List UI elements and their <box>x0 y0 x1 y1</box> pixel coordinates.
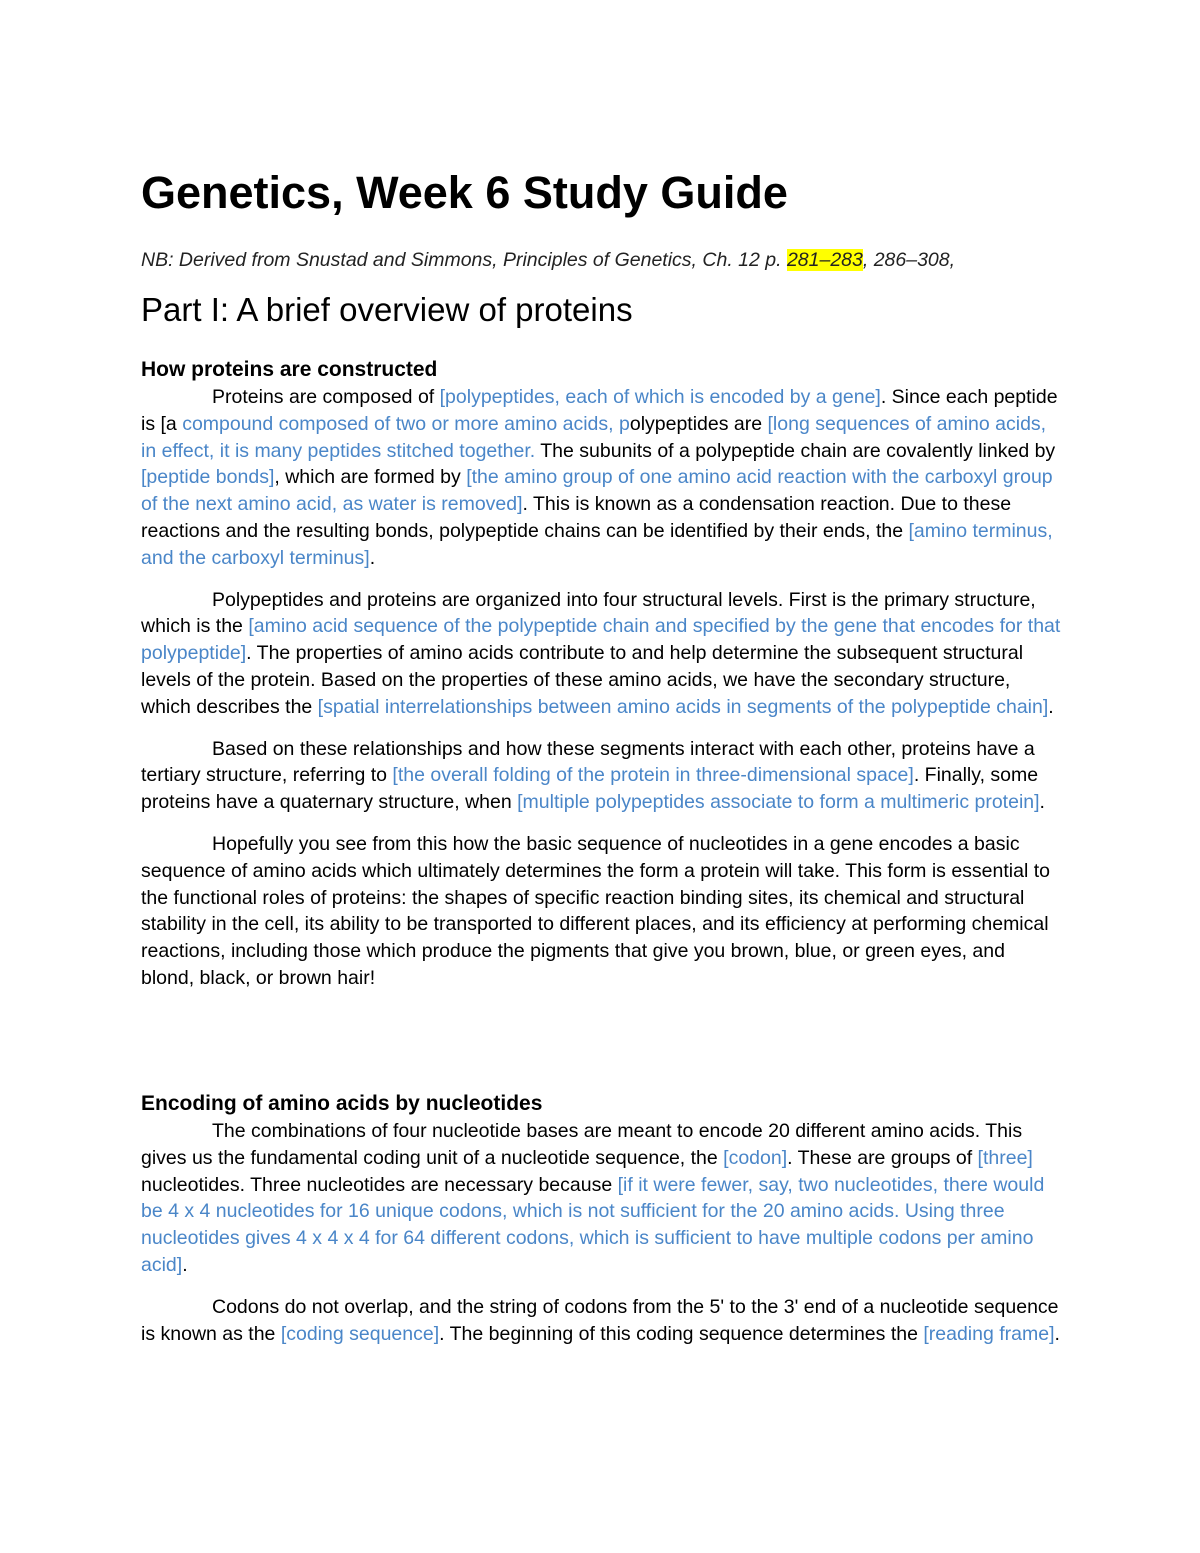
answer-text: compound composed of two or more amino acids, p <box>182 412 630 435</box>
answer-text: [amino acid sequence of the polypeptide chain and specified by the gene that encodes for that polypeptide] <box>141 615 1061 665</box>
answer-text: [reading frame] <box>923 1322 1055 1345</box>
section-heading: Encoding of amino acids by nucleotides <box>141 1092 543 1115</box>
answer-text: [codon] <box>723 1146 788 1169</box>
body-text: Codons do not overlap, and the string of codons from the 5' to the 3' end of a nucleotide sequence is known as the <box>141 1295 1059 1345</box>
answer-text: [spatial interrelationships between amino acids in segments of the polypeptide chain] <box>317 695 1049 718</box>
body-text: . <box>1054 1322 1060 1345</box>
body-text: . Since each peptide is [a <box>141 386 1058 435</box>
answer-text: [long sequences of amino acids, in effect, it is many peptides stitched together. <box>141 412 1047 462</box>
paragraph <box>141 831 1061 992</box>
paragraph <box>141 384 1061 572</box>
body-text: . <box>1039 791 1045 814</box>
answer-text: [amino terminus, and the carboxyl terminus] <box>141 519 1053 569</box>
section-heading: How proteins are constructed <box>141 358 438 381</box>
answer-text: [the overall folding of the protein in three-dimensional space] <box>392 764 914 787</box>
source-note-text: NB: Derived from Snustad and Simmons, Principles of Genetics, Ch. 12 p. <box>141 249 787 271</box>
document-title: Genetics, Week 6 Study Guide <box>141 167 788 218</box>
body-text: olypeptides are <box>629 412 768 435</box>
body-text: Based on these relationships and how these segments interact with each other, proteins have a tertiary structure, referring to <box>141 737 1035 787</box>
body-text: The combinations of four nucleotide bases are meant to encode 20 different amino acids. This gives us the fundamental coding unit of a nucleotide sequence, the <box>141 1120 1023 1169</box>
body-text: . <box>182 1253 188 1276</box>
body-text: . The properties of amino acids contribute to and help determine the subsequent structural levels of the protein. Based on the properties of these amino acids, we have the secondary structure, which describes the <box>141 642 1024 718</box>
highlighted-page-range: 281–283 <box>786 249 863 271</box>
body-text: . This is known as a condensation reaction. Due to these reactions and the resulting bonds, polypeptide chains can be identified by their ends, the <box>141 493 1012 542</box>
body-text: . <box>1048 695 1054 718</box>
body-text: . The beginning of this coding sequence determines the <box>439 1322 924 1345</box>
paragraph <box>141 1118 1061 1279</box>
body-text: nucleotides. Three nucleotides are necessary because <box>141 1173 618 1196</box>
section-encoding-amino-acids <box>141 1090 1061 1347</box>
answer-text: [coding sequence] <box>280 1322 440 1345</box>
source-note-pages: , 286–308, <box>862 249 956 271</box>
answer-text: [the amino group of one amino acid reaction with the carboxyl group of the next amino acid, as water is removed] <box>141 466 1053 516</box>
body-text: , which are formed by <box>274 466 467 489</box>
answer-text: [polypeptides, each of which is encoded by a gene] <box>439 386 881 408</box>
answer-text: [peptide bonds] <box>141 466 275 489</box>
body-text: The subunits of a polypeptide chain are covalently linked by <box>535 439 1056 462</box>
answer-text: [multiple polypeptides associate to form a multimeric protein] <box>517 791 1040 814</box>
paragraph <box>141 587 1061 721</box>
answer-text: [if it were fewer, say, two nucleotides, there would be 4 x 4 nucleotides for 16 unique codons, which is not sufficient for the 20 amino acids. Using three nucleotides gives 4 x 4 x 4 for 64 different codons, which is sufficient to have multiple codons per amino acid] <box>141 1173 1045 1276</box>
part-heading: Part I: A brief overview of proteins <box>141 291 633 328</box>
section-proteins-constructed <box>141 356 1061 992</box>
body-text: Polypeptides and proteins are organized into four structural levels. First is the primary structure, which is the <box>141 588 1036 638</box>
body-text: Hopefully you see from this how the basic sequence of nucleotides in a gene encodes a basic sequence of amino acids which ultimately determines the form a protein will take. This form is essential to the functional roles of proteins: the shapes of specific reaction binding sites, its chemical and structural stability in the cell, its ability to be transported to different places, and its efficiency at performing chemical reactions, including those which produce the pigments that give you brown, blue, or green eyes, and blond, black, or brown hair! <box>141 832 1050 989</box>
body-text: . <box>369 546 376 569</box>
body-text: . These are groups of <box>787 1146 978 1169</box>
source-note <box>141 247 955 273</box>
body-text: Proteins are composed of <box>212 386 440 408</box>
answer-text: [three] <box>977 1146 1033 1169</box>
body-text: . Finally, some proteins have a quaternary structure, when <box>141 764 1039 814</box>
paragraph <box>141 736 1061 816</box>
paragraph <box>141 1294 1061 1348</box>
